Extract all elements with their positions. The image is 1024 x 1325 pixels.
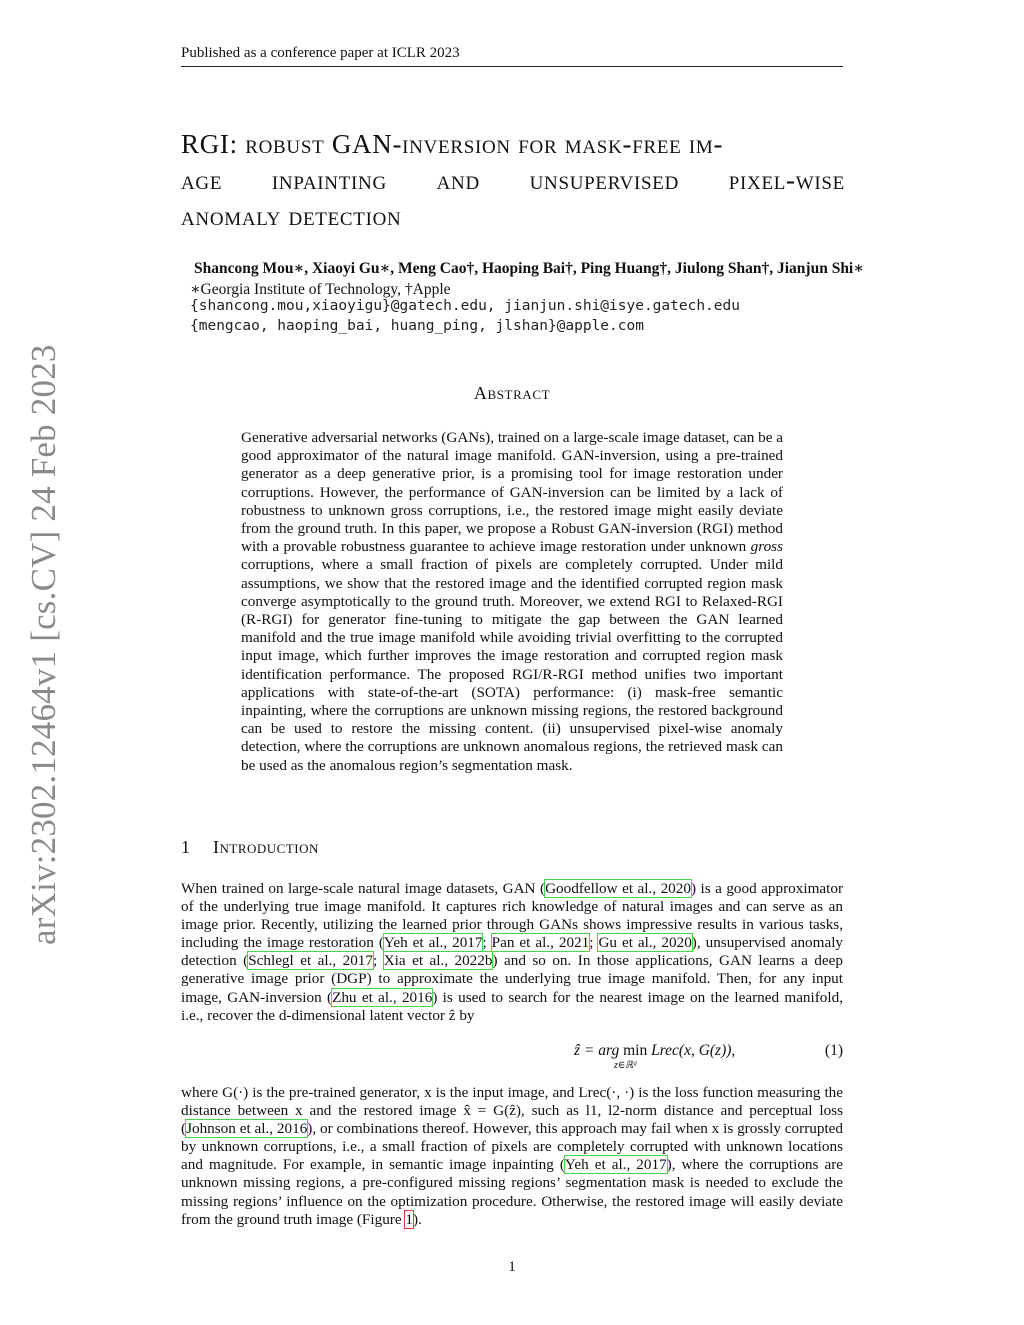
intro-text: ), unsupervised anomaly detection ( xyxy=(181,934,844,970)
separator: ; xyxy=(373,952,384,970)
intro-text: ), or combinations thereof. However, this approach may fail when x is grossly corrupted by unknown corruptions, i.e., a small fraction of pixels are completely corrupted with unknown locations and magnitude. For example, in semantic image inpainting ( xyxy=(181,1120,843,1174)
equation-operator xyxy=(623,1042,647,1059)
equation-number: (1) xyxy=(824,1042,843,1059)
citation-link[interactable]: Yeh et al., 2017 xyxy=(564,1156,667,1174)
citation-link[interactable]: Zhu et al., 2016 xyxy=(332,988,433,1006)
email-line-2: {mengcao, haoping_bai, huang_ping, jlshan}@apple.com xyxy=(190,318,644,334)
separator: ; xyxy=(589,934,599,952)
equation-body xyxy=(574,1042,736,1071)
section-title: Introduction xyxy=(213,837,319,857)
title-line-2: age inpainting and unsupervised pixel-wise xyxy=(181,165,845,195)
abstract-text xyxy=(241,429,783,775)
arxiv-watermark: arXiv:2302.12464v1 [cs.CV] 24 Feb 2023 xyxy=(24,344,63,945)
equation-1 xyxy=(181,1040,843,1070)
citation-link[interactable]: Goodfellow et al., 2020 xyxy=(545,880,691,897)
min-operator: min xyxy=(623,1042,648,1059)
equation-lhs: ẑ = arg xyxy=(574,1042,620,1059)
citation-link[interactable]: Xia et al., 2022b xyxy=(383,952,493,970)
section-heading xyxy=(181,837,319,858)
intro-text: ) and so on. In those applications, GAN learns a deep generative image prior (DGP) to approximate the underlying true image manifold. Then, for any input image, GAN-inversion ( xyxy=(181,952,843,1006)
intro-paragraph-1 xyxy=(181,880,843,1025)
email-line-1: {shancong.mou,xiaoyigu}@gatech.edu, jianjun.shi@isye.gatech.edu xyxy=(190,298,740,314)
abstract-part-1: Generative adversarial networks (GANs), trained on a large-scale image dataset, can be a good approximator of the natural image manifold. GAN-inversion, using a pre-trained generator as a deep generative prior, is a promising tool for image restoration under corruptions. However, the performance of GAN-inversion can be limited by a lack of robustness to unknown gross corruptions, i.e., the restored image might easily deviate from the ground truth. In this paper, we propose a Robust GAN-inversion (RGI) method with a provable robustness guarantee to achieve image restoration under unknown xyxy=(241,429,784,556)
intro-paragraph-2 xyxy=(181,1084,843,1229)
citation-link[interactable]: Gu et al., 2020 xyxy=(598,934,692,952)
section-number: 1 xyxy=(181,837,191,857)
running-header: Published as a conference paper at ICLR 2023 xyxy=(181,44,843,67)
abstract-emphasis: gross xyxy=(750,538,783,556)
author-list: Shancong Mou∗, Xiaoyi Gu∗, Meng Cao†, Haoping Bai†, Ping Huang†, Jiulong Shan†, Jianjun Shi∗ xyxy=(194,260,864,277)
intro-text: ) is a good approximator of the underlying true image manifold. It captures rich knowledge of natural images and can serve as an image prior. Recently, utilizing the learned prior through GANs shows impressive results in various tasks, including the image restoration ( xyxy=(181,880,843,952)
intro-text: ), where the corruptions are unknown missing regions, a pre-configured missing regions’ segmentation mask is needed to exclude the missing regions’ influence on the optimization procedure. Otherwise, the restored image will easily deviate from the ground truth image (Figure xyxy=(181,1156,843,1228)
figure-link[interactable]: 1 xyxy=(405,1210,413,1228)
separator: ; xyxy=(482,934,492,952)
citation-link[interactable]: Pan et al., 2021 xyxy=(491,934,590,952)
affiliations: ∗Georgia Institute of Technology, †Apple xyxy=(190,281,451,298)
abstract-heading: Abstract xyxy=(473,383,551,403)
citation-link[interactable]: Schlegl et al., 2017 xyxy=(248,952,373,970)
paper-title xyxy=(181,126,845,234)
abstract-part-2: corruptions, where a small fraction of pixels are completely corrupted. Under mild assumptions, we show that the restored image and the identified corrupted region mask converge asymptotically to the ground truth. Moreover, we extend RGI to Relaxed-RGI (R-RGI) for generator fine-tuning to mitigate the gap between the GAN learned manifold and the true image manifold while avoiding trivial overfitting to the corrupted input image, which further improves the image restoration and corrupted region mask identification performance. The proposed RGI/R-RGI method unifies two important applications with state-of-the-art (SOTA) performance: (i) mask-free semantic inpainting, where the corruptions are unknown missing regions, the restored background can be used to restore the missing content. (ii) unsupervised pixel-wise anomaly detection, where the corruptions are unknown anomalous regions, the retrieved mask can be used as the anomalous region’s segmentation mask. xyxy=(241,556,783,774)
title-line-1: RGI: robust GAN-inversion for mask-free im- xyxy=(181,129,724,159)
page-number: 1 xyxy=(508,1259,516,1275)
intro-text: where G(·) is the pre-trained generator, x is the input image, and Lrec(·, ·) is the loss function measuring the distance between x and the restored image x̂ = G(ẑ), such as l1, l2-norm distance and perceptual loss ( xyxy=(181,1084,843,1138)
citation-link[interactable]: Johnson et al., 2016 xyxy=(186,1120,308,1138)
intro-text: ) is used to search for the nearest image on the learned manifold, i.e., recover the d-dimensional latent vector ẑ by xyxy=(181,988,844,1024)
title-line-3: anomaly detection xyxy=(181,201,402,231)
intro-text: When trained on large-scale natural image datasets, GAN ( xyxy=(181,880,546,897)
equation-rhs: Lrec(x, G(z)), xyxy=(651,1042,736,1059)
citation-link[interactable]: Yeh et al., 2017 xyxy=(383,934,483,952)
equation-subscript: z∈ℝᵈ xyxy=(614,1060,637,1071)
intro-text: ). xyxy=(412,1210,422,1228)
